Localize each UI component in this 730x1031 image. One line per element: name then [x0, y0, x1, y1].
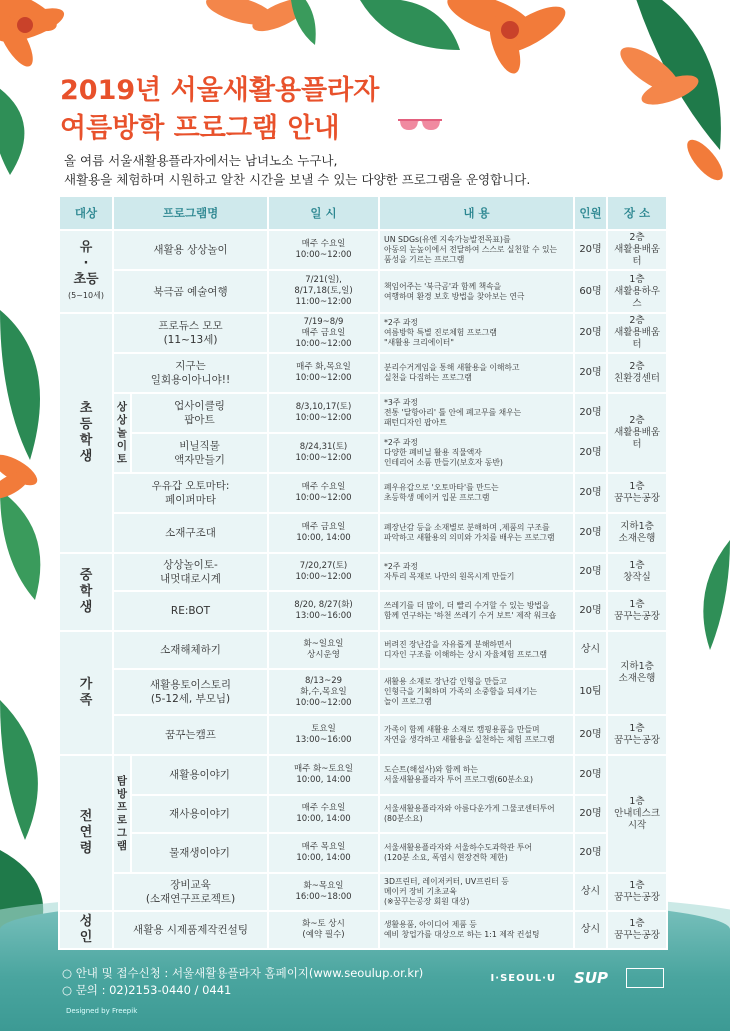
program-content: 서울새활용플라자와 아름다운가게 그물코센터투어 (80분소요) [379, 795, 574, 833]
program-count: 20명 [574, 433, 607, 473]
program-name: 업사이클링 팝아트 [131, 393, 268, 433]
group-elementary: 초 등 학 생 [59, 313, 113, 553]
program-name: 소재해체하기 [113, 631, 268, 669]
footer-logos [491, 968, 664, 988]
program-name: 새활용이야기 [131, 755, 268, 795]
program-content: 3D프린터, 레이저커터, UV프린터 등 메이커 장비 기초교육 (※꿈꾸는공장 회원 대상) [379, 873, 574, 911]
program-count: 20명 [574, 715, 607, 755]
table-row [59, 715, 667, 755]
program-count: 20명 [574, 230, 607, 270]
program-content: 도슨트(해설사)와 함께 하는 서울새활용플라자 투어 프로그램(60분소요) [379, 755, 574, 795]
i-seoul-u-logo: I·SEOUL·U [490, 972, 557, 984]
program-date: 화~토 상시 (예약 필수) [268, 911, 379, 949]
top-center-flower-decoration [200, 0, 320, 55]
program-count: 20명 [574, 755, 607, 795]
program-date: 8/3,10,17(토) 10:00~12:00 [268, 393, 379, 433]
program-name: 새활용 상상놀이 [113, 230, 268, 270]
table-header-row [59, 196, 667, 230]
table-row [59, 669, 667, 715]
program-date: 토요일 13:00~16:00 [268, 715, 379, 755]
subgroup-tambang: 탐 방 프 로 그 램 [113, 755, 131, 873]
program-content: 쓰레기를 더 많이, 더 빨리 수거할 수 있는 방법을 함께 연구하는 '하천 쓰레기 수거 보트' 제작 워크숍 [379, 591, 574, 631]
program-content: 분리수거게임을 통해 새활용을 이해하고 실천을 다짐하는 프로그램 [379, 353, 574, 393]
program-count: 상시 [574, 873, 607, 911]
program-name: 소재구조대 [113, 513, 268, 553]
footer-signup-link[interactable]: ○ 안내 및 접수신청 : 서울새활용플라자 홈페이지(www.seoulup.or.kr) [62, 966, 424, 980]
program-place: 1층 꿈꾸는공장 [607, 591, 667, 631]
program-name: 꿈꾸는캠프 [113, 715, 268, 755]
program-content: *2주 과정 자투리 목재로 나만의 원목시계 만들기 [379, 553, 574, 591]
program-place: 지하1층 소재은행 [607, 631, 667, 715]
table-row [59, 553, 667, 591]
table-row [59, 353, 667, 393]
intro-line-2: 새활용을 체험하며 시원하고 알찬 시간을 보낼 수 있는 다양한 프로그램을 운영합니다. [64, 172, 531, 187]
program-table [58, 195, 668, 950]
program-content: *2주 과정 다양한 폐비닐 활용 직물액자 인테리어 소품 만들기(보호자 동반) [379, 433, 574, 473]
program-name: 프로듀스 모모 (11~13세) [113, 313, 268, 353]
program-name: 우유갑 오토마타: 페이퍼마타 [113, 473, 268, 513]
program-place: 1층 안내데스크 시작 [607, 755, 667, 873]
table-row [59, 270, 667, 313]
program-name: 상상놀이토- 내멋대로시계 [113, 553, 268, 591]
program-name: 북극곰 예술여행 [113, 270, 268, 313]
subgroup-sangsang: 상 상 놀 이 토 [113, 393, 131, 473]
program-name: 재사용이야기 [131, 795, 268, 833]
program-place: 2층 친환경센터 [607, 353, 667, 393]
program-date: 8/24,31(토) 10:00~12:00 [268, 433, 379, 473]
program-name: 지구는 일회용이아니야!! [113, 353, 268, 393]
program-count: 20명 [574, 833, 607, 873]
program-count: 10팀 [574, 669, 607, 715]
sup-logo: SUP [574, 969, 608, 987]
program-place: 2층 새활용배움터 [607, 313, 667, 353]
program-place: 1층 꿈꾸는공장 [607, 911, 667, 949]
program-date: 화~일요일 상시운영 [268, 631, 379, 669]
program-count: 20명 [574, 553, 607, 591]
program-count: 상시 [574, 911, 607, 949]
program-content: 버려진 장난감을 자유롭게 분해하면서 디자인 구조를 이해하는 상시 자율체험 프로그램 [379, 631, 574, 669]
table-row [59, 755, 667, 795]
program-date: 매주 화,목요일 10:00~12:00 [268, 353, 379, 393]
program-date: 8/13~29 화,수,목요일 10:00~12:00 [268, 669, 379, 715]
table-row [59, 513, 667, 553]
header-place: 장 소 [607, 196, 667, 230]
program-content: UN SDGs(유엔 지속가능발전목표)를 아동의 눈높이에서 전달하여 스스로 실천할 수 있는 품성을 기르는 프로그램 [379, 230, 574, 270]
sunglasses-icon [398, 116, 442, 134]
program-date: 8/20, 8/27(화) 13:00~16:00 [268, 591, 379, 631]
program-count: 20명 [574, 591, 607, 631]
program-place: 2층 새활용배움터 [607, 230, 667, 270]
program-date: 매주 수요일 10:00, 14:00 [268, 795, 379, 833]
program-count: 20명 [574, 353, 607, 393]
program-name: 물재생이야기 [131, 833, 268, 873]
program-date: 매주 목요일 10:00, 14:00 [268, 833, 379, 873]
program-name: 새활용 시제품제작컨설팅 [113, 911, 268, 949]
title-line-1: 2019년 서울새활용플라자 [60, 75, 380, 106]
program-date: 매주 수요일 10:00~12:00 [268, 230, 379, 270]
table-row [59, 591, 667, 631]
program-place: 1층 창작실 [607, 553, 667, 591]
header-content: 내 용 [379, 196, 574, 230]
group-adult: 성 인 [59, 911, 113, 949]
program-content: 폐장난감 등을 소재별로 분해하며 ,제품의 구조를 파악하고 새활용의 의미와 가치를 배우는 프로그램 [379, 513, 574, 553]
program-place: 지하1층 소재은행 [607, 513, 667, 553]
seoul-upcycling-plaza-logo-icon [626, 968, 664, 988]
group-family: 가 족 [59, 631, 113, 755]
program-name: RE:BOT [113, 591, 268, 631]
table-row [59, 393, 667, 433]
table-row [59, 873, 667, 911]
group-label: 유 · 초등 [73, 239, 99, 287]
group-sub-label: (5~10세) [68, 290, 104, 300]
program-name: 장비교육 (소재연구프로젝트) [113, 873, 268, 911]
program-date: 화~목요일 16:00~18:00 [268, 873, 379, 911]
program-date: 7/21(일), 8/17,18(토,일) 11:00~12:00 [268, 270, 379, 313]
program-name: 새활용토이스토리 (5-12세, 부모님) [113, 669, 268, 715]
program-place: 1층 꿈꾸는공장 [607, 873, 667, 911]
program-content: 책임어주는 '북극곰'과 함께 책속을 여행하며 환경 보호 방법을 찾아보는 연극 [379, 270, 574, 313]
table-row [59, 313, 667, 353]
program-date: 매주 화~토요일 10:00, 14:00 [268, 755, 379, 795]
table-row [59, 473, 667, 513]
program-count: 60명 [574, 270, 607, 313]
program-count: 상시 [574, 631, 607, 669]
program-content: 가족이 함께 새활용 소재로 캠핑용품을 만들며 자연을 생각하고 새활용을 실천하는 체험 프로그램 [379, 715, 574, 755]
header-datetime: 일 시 [268, 196, 379, 230]
program-place: 1층 새활용하우스 [607, 270, 667, 313]
table-row [59, 433, 667, 473]
program-date: 7/20,27(토) 10:00~12:00 [268, 553, 379, 591]
table-row [59, 631, 667, 669]
program-place: 2층 새활용배움터 [607, 393, 667, 473]
program-name: 비닐직물 액자만들기 [131, 433, 268, 473]
group-middle: 중 학 생 [59, 553, 113, 631]
program-content: 폐우유갑으로 '오토마타'를 만드는 초등학생 메이커 입문 프로그램 [379, 473, 574, 513]
intro-text [64, 151, 530, 189]
left-leaf-decoration [0, 80, 50, 180]
program-place: 1층 꿈꾸는공장 [607, 715, 667, 755]
table-row [59, 833, 667, 873]
group-all-ages: 전 연 령 [59, 755, 113, 911]
program-date: 매주 금요일 10:00, 14:00 [268, 513, 379, 553]
header-target: 대상 [59, 196, 113, 230]
program-count: 20명 [574, 513, 607, 553]
table-row [59, 911, 667, 949]
intro-line-1: 올 여름 서울새활용플라자에서는 남녀노소 누구나, [64, 153, 338, 168]
program-content: 새활용 소재로 장난감 인형을 만들고 인형극을 기획하며 가족의 소중함을 되새기는 놀이 프로그램 [379, 669, 574, 715]
left-side-leaf-decoration [0, 300, 60, 620]
program-content: *2주 과정 여름방학 특별 진로체험 프로그램 "새활용 크리에이터" [379, 313, 574, 353]
program-date: 매주 수요일 10:00~12:00 [268, 473, 379, 513]
header-count: 인원 [574, 196, 607, 230]
program-count: 20명 [574, 473, 607, 513]
program-count: 20명 [574, 795, 607, 833]
design-credit: Designed by Freepik [66, 1007, 138, 1015]
program-content: 생활용품, 아이디어 제품 등 예비 창업가를 대상으로 하는 1:1 제작 컨설팅 [379, 911, 574, 949]
right-side-leaf-decoration [690, 540, 730, 660]
program-content: 서울새활용플라자와 서울하수도과학관 투어 (120분 소요, 폭염시 현장견학 제한) [379, 833, 574, 873]
program-date: 7/19~8/9 매주 금요일 10:00~12:00 [268, 313, 379, 353]
title-line-2: 여름방학 프로그램 안내 [60, 113, 340, 144]
footer-info [62, 965, 423, 999]
footer-phone: ○ 문의 : 02)2153-0440 / 0441 [62, 983, 232, 997]
program-place: 1층 꿈꾸는공장 [607, 473, 667, 513]
group-elementary-low [59, 230, 113, 313]
program-count: 20명 [574, 393, 607, 433]
header-program: 프로그램명 [113, 196, 268, 230]
program-count: 20명 [574, 313, 607, 353]
bottom-left-leaf-decoration [0, 700, 60, 930]
table-row [59, 795, 667, 833]
program-content: *3주 과정 전통 '달항아리' 틀 안에 폐고무를 채우는 패턴디자인 팝아트 [379, 393, 574, 433]
table-row [59, 230, 667, 270]
page-title [60, 72, 379, 148]
